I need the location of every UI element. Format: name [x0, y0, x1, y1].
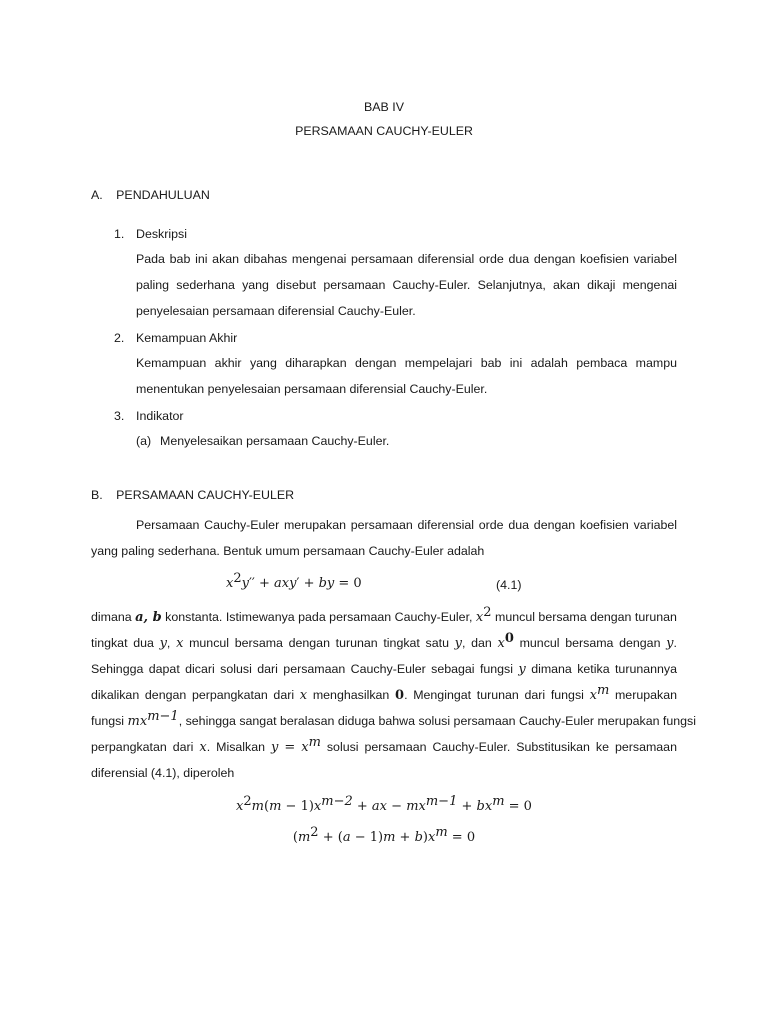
item-3-number: 3. [114, 409, 125, 423]
equation-4-1: $x^2y'' + axy'$ + by = 0 [226, 571, 362, 591]
item-2-heading [114, 331, 238, 345]
body-line-4: dikalikan dengan perpangkatan dari x menghasilkan 0. Mengingat turunan dari fungsi $x^m$ merupakan [91, 683, 677, 703]
section-b-title: PERSAMAAN CAUCHY-EULER [116, 488, 295, 502]
body-line-1: dimana a, b konstanta. Istimewanya pada persamaan Cauchy-Euler, $x^2$ muncul bersama dengan turunan [91, 605, 677, 625]
item-1-line-2: paling sederhana yang disebut persamaan Cauchy-Euler. Selanjutnya, akan dikaji mengenai [136, 278, 677, 292]
chapter-title: PERSAMAAN CAUCHY-EULER [295, 124, 473, 138]
item-2-title: Kemampuan Akhir [136, 331, 238, 345]
body-line-7: diferensial (4.1), diperoleh [91, 766, 235, 780]
section-a-label: A. [91, 188, 103, 202]
item-3-sub-label: (a) [136, 434, 152, 448]
section-b-label: B. [91, 488, 103, 502]
derived-equation-1: $x^2m(m - 1)x^{m-2}$ + ax − $mx^{m-1} + bx^m = 0$ [236, 794, 532, 814]
item-2-line-2: menentukan penyelesaian persamaan diferensial Cauchy-Euler. [136, 382, 488, 396]
equation-number: (4.1) [496, 578, 522, 592]
section-b-intro-2: yang paling sederhana. Bentuk umum persamaan Cauchy-Euler adalah [91, 544, 485, 558]
item-3-heading [114, 409, 184, 423]
item-3-sub-text: Menyelesaikan persamaan Cauchy-Euler. [160, 434, 390, 448]
section-b-intro-1: Persamaan Cauchy-Euler merupakan persamaan diferensial orde dua dengan koefisien variabel [136, 518, 677, 532]
item-1-line-3: penyelesaian persamaan diferensial Cauchy-Euler. [136, 304, 416, 318]
body-line-5: fungsi $mx^{m-1}$, sehingga sangat beralasan diduga bahwa solusi persamaan Cauchy-Euler merupakan fungsi [91, 709, 696, 729]
body-line-6: perpangkatan dari x. Misalkan $y = x^m$ solusi persamaan Cauchy-Euler. Substitusikan ke persamaan [91, 735, 677, 755]
section-b-heading [91, 488, 294, 502]
section-a-heading [91, 188, 210, 202]
item-1-line-1: Pada bab ini akan dibahas mengenai persamaan diferensial orde dua dengan koefisien variabel [136, 252, 677, 266]
item-1-number: 1. [114, 227, 125, 241]
body-line-3: Sehingga dapat dicari solusi dari persamaan Cauchy-Euler sebagai fungsi y dimana ketika turunannya [91, 662, 677, 677]
item-3-subitem [136, 434, 390, 448]
item-2-number: 2. [114, 331, 125, 345]
derived-equation-2: $(m^2 + (a - 1)m + b)x^m = 0$ [292, 825, 476, 845]
item-1-title: Deskripsi [136, 227, 187, 241]
item-1-heading [114, 227, 187, 241]
item-2-line-1: Kemampuan akhir yang diharapkan dengan mempelajari bab ini adalah pembaca mampu [136, 356, 677, 370]
body-line-2: tingkat dua y, x muncul bersama dengan turunan tingkat satu y, dan $x^0$ muncul bersama dengan y. [91, 631, 677, 651]
section-a-title: PENDAHULUAN [116, 188, 210, 202]
item-3-title: Indikator [136, 409, 184, 423]
chapter-label: BAB IV [364, 100, 404, 114]
